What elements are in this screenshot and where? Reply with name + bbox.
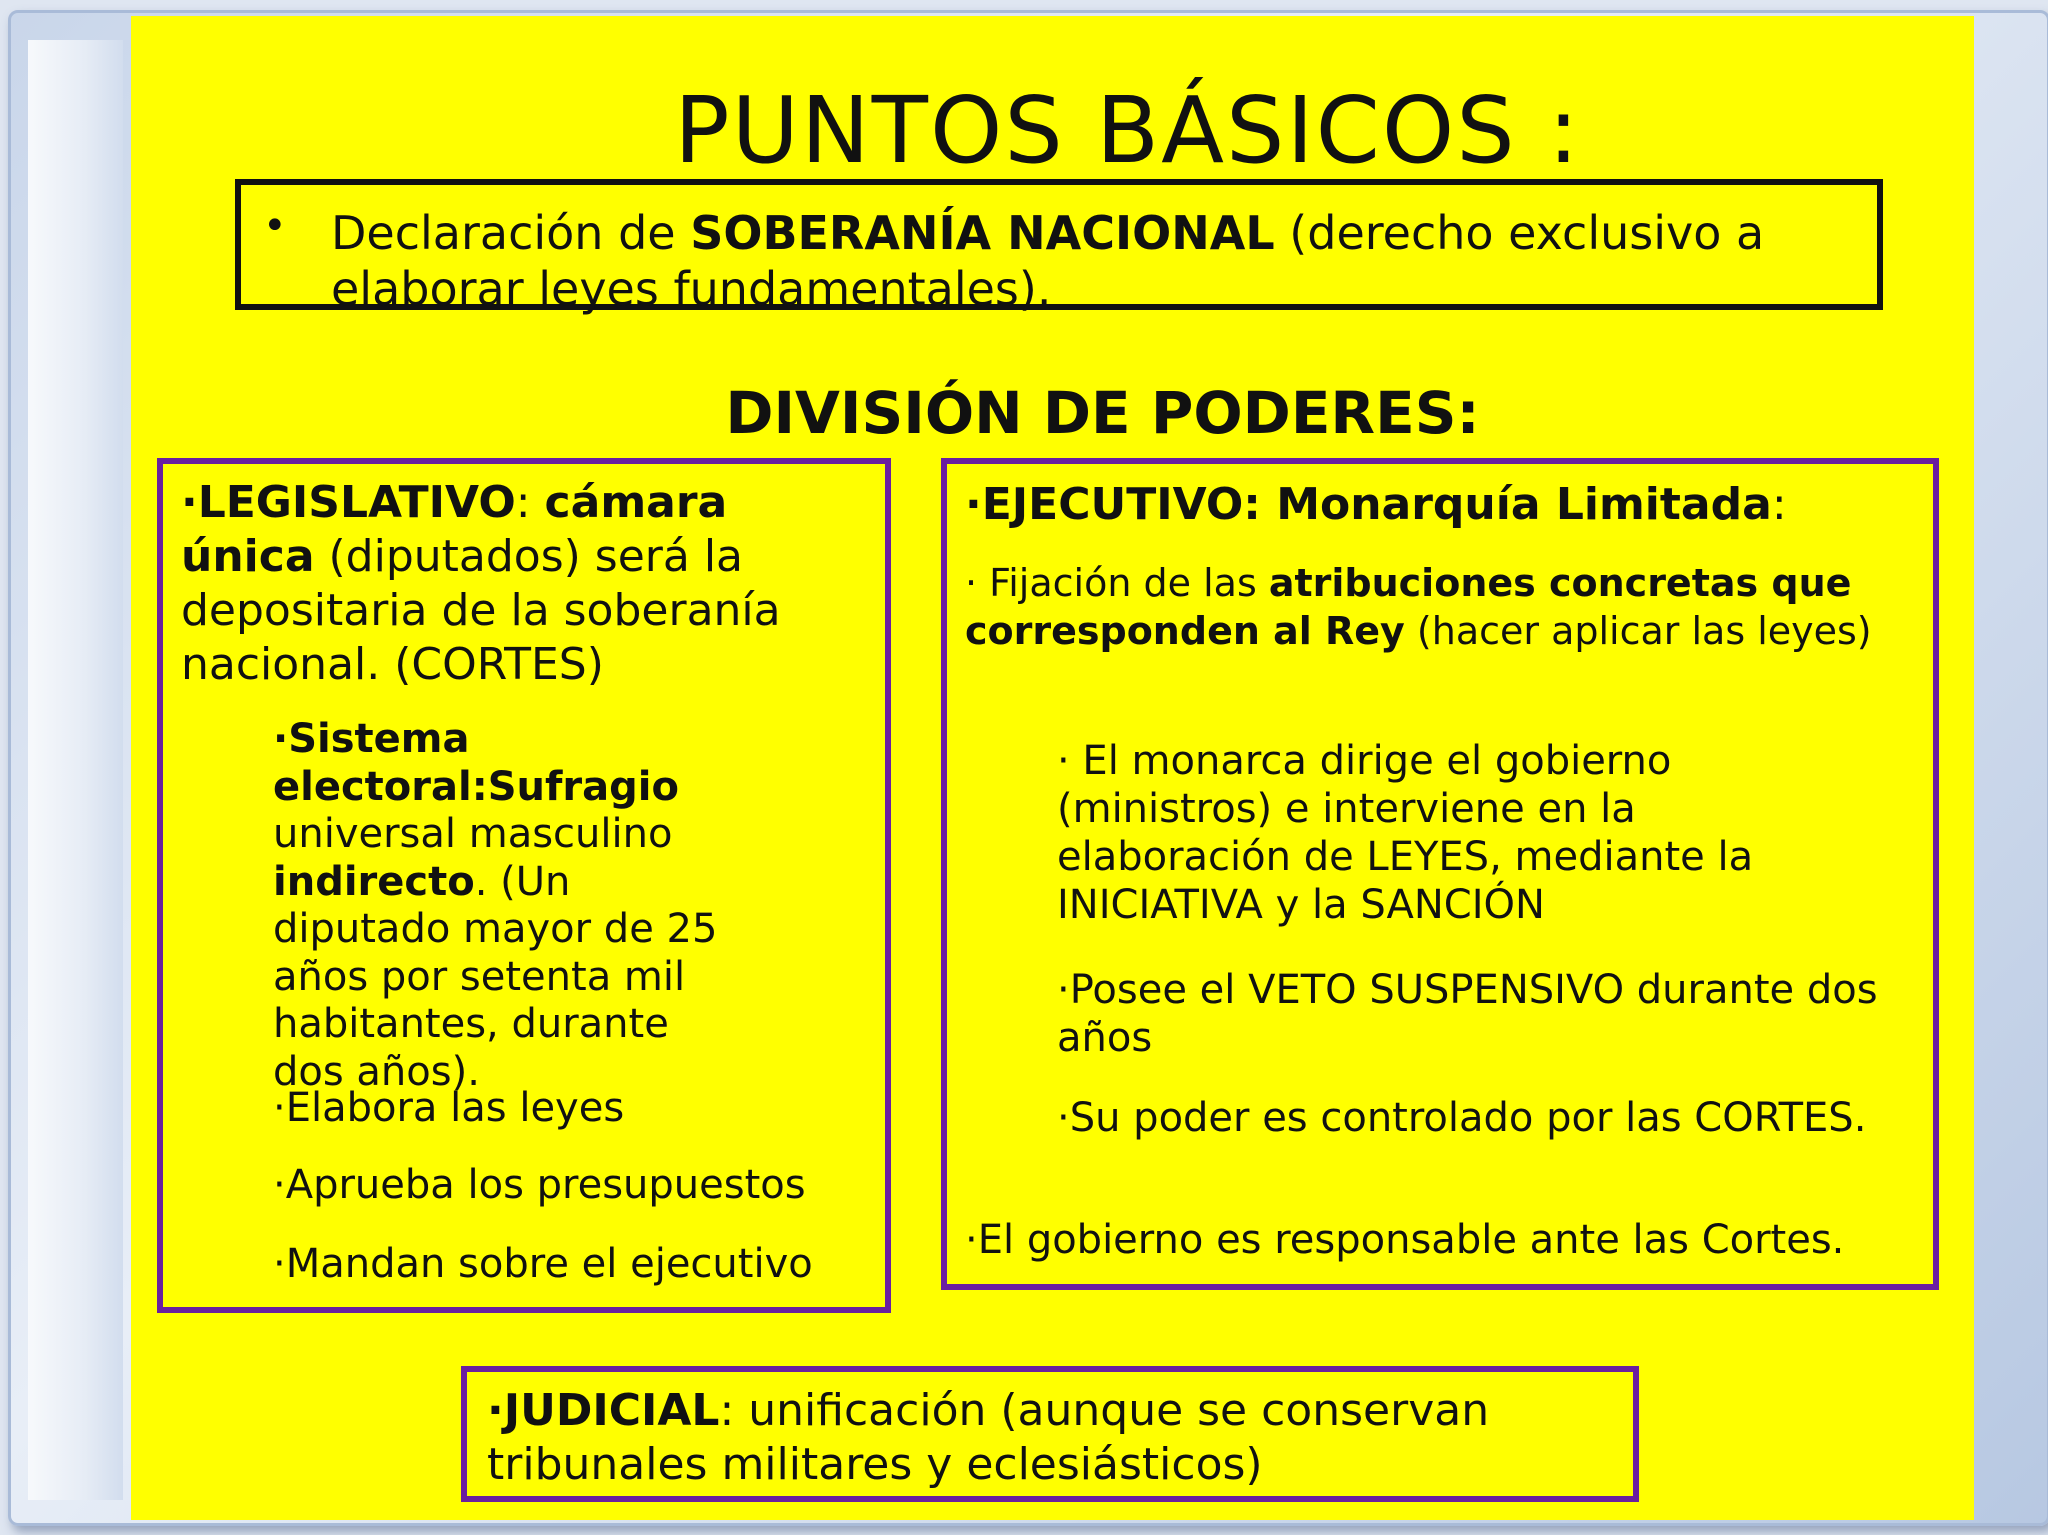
- judicial-label: ·JUDICIAL: [487, 1385, 720, 1436]
- legislativo-camara: cámara única: [181, 477, 728, 582]
- soberania-bold: SOBERANÍA NACIONAL: [690, 206, 1275, 260]
- slide: [131, 16, 1974, 1520]
- ejecutivo-fijacion: [965, 559, 1925, 655]
- judicial-desc: : unificación (aunque se conservan tribunales militares y eclesiásticos): [487, 1385, 1490, 1490]
- legislativo-desc: (diputados) será la depositaria de la soberanía nacional. (CORTES): [181, 531, 781, 690]
- slide-title: PUNTOS BÁSICOS :: [674, 77, 1581, 184]
- slide-frame-strip: [28, 40, 123, 1500]
- fijacion-post: (hacer aplicar las leyes): [1404, 609, 1872, 653]
- fijacion-bold: atribuciones concretas que corresponden al Rey: [965, 561, 1852, 653]
- ejecutivo-heading: [965, 478, 1905, 532]
- sistema-rest: . (Un diputado mayor de 25 años por setenta mil habitantes, durante dos años).: [273, 858, 718, 1095]
- soberania-post: (derecho exclusivo a elaborar leyes fundamentales).: [331, 206, 1765, 316]
- sistema-label: ·Sistema electoral:Sufragio: [273, 716, 679, 810]
- legislativo-item: ·Aprueba los presupuestos: [273, 1162, 806, 1208]
- soberania-pre: Declaración de: [331, 206, 691, 260]
- ejecutivo-label: ·EJECUTIVO: Monarquía Limitada: [965, 479, 1772, 530]
- soberania-text: [331, 205, 1861, 317]
- ejecutivo-colon: :: [1771, 479, 1787, 530]
- soberania-box: [235, 179, 1883, 316]
- legislativo-item: ·Mandan sobre el ejecutivo: [273, 1241, 813, 1287]
- fijacion-pre: · Fijación de las: [965, 561, 1269, 605]
- judicial-box: [461, 1366, 1639, 1502]
- ejecutivo-item: ·El gobierno es responsable ante las Cortes.: [965, 1217, 1845, 1263]
- judicial-text: [487, 1384, 1617, 1492]
- sistema-mid: universal masculino: [273, 811, 673, 857]
- legislativo-sep: :: [515, 477, 545, 528]
- ejecutivo-item: ·Posee el VETO SUSPENSIVO durante dos años: [1057, 967, 1878, 1061]
- ejecutivo-item: · El monarca dirige el gobierno (ministros) e interviene en la elaboración de LEYES, mediante la INICIATIVA y la SANCIÓN: [1057, 738, 1754, 928]
- legislativo-heading: [181, 476, 871, 692]
- legislativo-item: ·Elabora las leyes: [273, 1085, 625, 1131]
- sistema-electoral: [273, 716, 743, 1096]
- ejecutivo-box: [941, 458, 1939, 1290]
- division-title: DIVISIÓN DE PODERES:: [725, 379, 1480, 447]
- legislativo-label: ·LEGISLATIVO: [181, 477, 516, 528]
- sistema-indirecto: indirecto: [273, 858, 475, 905]
- ejecutivo-item: ·Su poder es controlado por las CORTES.: [1057, 1095, 1867, 1141]
- bullet-marker: •: [263, 203, 287, 249]
- legislativo-box: [157, 458, 891, 1313]
